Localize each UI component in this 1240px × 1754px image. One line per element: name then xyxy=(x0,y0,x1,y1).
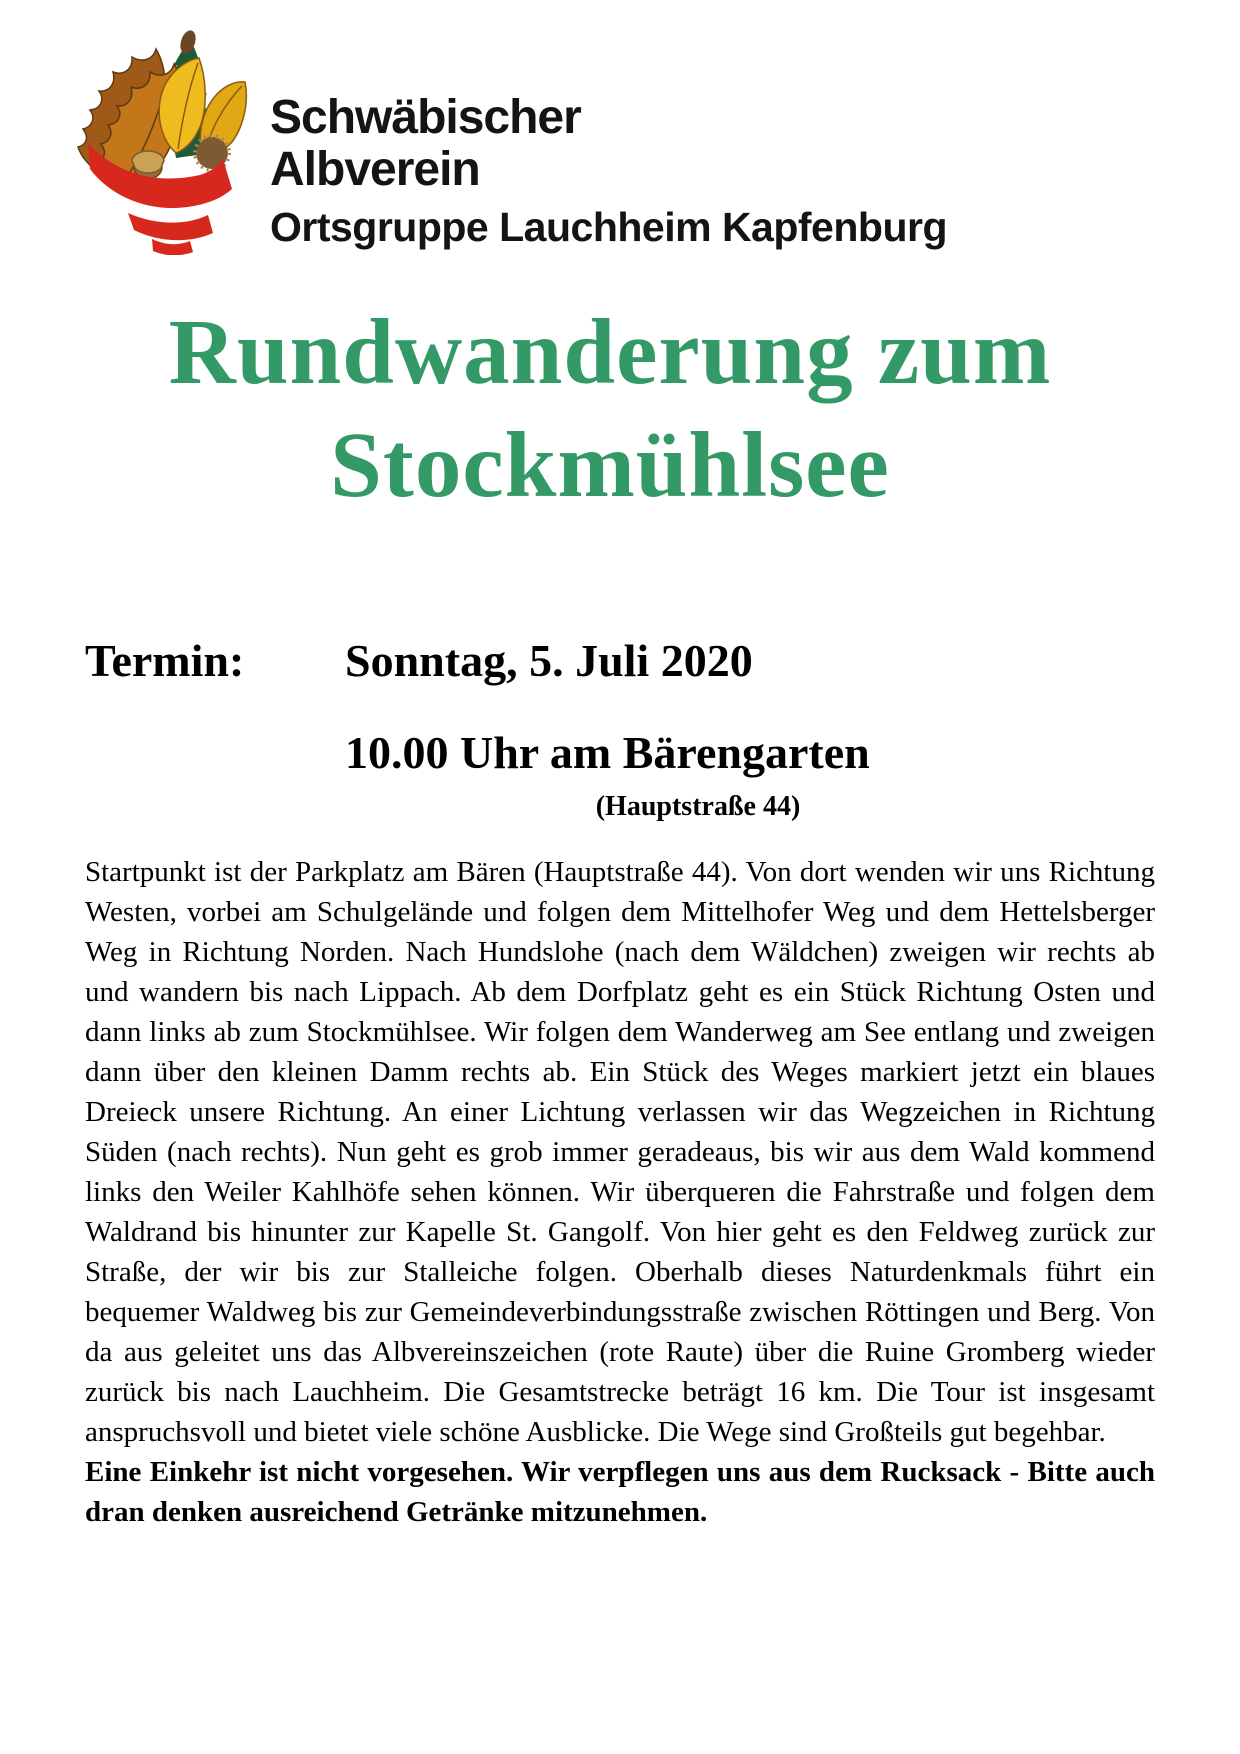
event-title-line1: Rundwanderung zum xyxy=(168,301,1052,404)
event-time-place: 10.00 Uhr am Bärengarten xyxy=(345,727,870,778)
albverein-logo xyxy=(60,25,265,255)
route-description-block xyxy=(85,852,1155,1532)
event-title xyxy=(40,296,1180,522)
route-description: Startpunkt ist der Parkplatz am Bären (Hauptstraße 44). Von dort wenden wir uns Richtung Westen, vorbei am Schulgelände und folgen dem Mittelhofer Weg und dem Hettelsberger Weg in Richtung Norden. Nach Hundslohe (nach dem Wäldchen) zweigen wir rechts ab und wandern bis nach Lippach. Ab dem Dorfplatz geht es ein Stück Richtung Osten und dann links ab zum Stockmühlsee. Wir folgen dem Wanderweg am See entlang und zweigen dann über den kleinen Damm rechts ab. Ein Stück des Weges markiert jetzt ein blaues Dreieck unsere Richtung. An einer Lichtung verlassen wir das Wegzeichen in Richtung Süden (nach rechts). Nun geht es grob immer geradeaus, bis wir aus dem Wald kommend links den Weiler Kahlhöfe sehen können. Wir überqueren die Fahrstraße und folgen dem Waldrand bis hinunter zur Kapelle St. Gangolf. Von hier geht es den Feldweg zurück zur Straße, der wir bis zur Stalleiche folgen. Oberhalb dieses Naturdenkmals führt ein bequemer Waldweg bis zur Gemeindeverbindungsstraße zwischen Röttingen und Berg. Von da aus geleitet uns das Albvereinszeichen (rote Raute) über die Ruine Gromberg wieder zurück bis nach Lauchheim. Die Gesamtstrecke beträgt 16 km. Die Tour ist insgesamt anspruchsvoll und bietet viele schöne Ausblicke. Die Wege sind Großteils gut begehbar. xyxy=(85,856,1155,1448)
org-header xyxy=(270,92,947,251)
org-name-line1: Schwäbischer xyxy=(270,91,581,144)
event-title-line2: Stockmühlsee xyxy=(330,414,890,517)
event-date: Sonntag, 5. Juli 2020 xyxy=(345,635,753,686)
org-name-line2: Albverein xyxy=(270,143,480,196)
event-address: (Hauptstraße 44) xyxy=(595,791,801,822)
termin-label: Termin: xyxy=(85,635,245,686)
catering-note: Eine Einkehr ist nicht vorgesehen. Wir verpflegen uns aus dem Rucksack - Bitte auch dran denken ausreichend Getränke mitzunehmen. xyxy=(85,1456,1155,1528)
org-local-group: Ortsgruppe Lauchheim Kapfenburg xyxy=(270,204,947,250)
